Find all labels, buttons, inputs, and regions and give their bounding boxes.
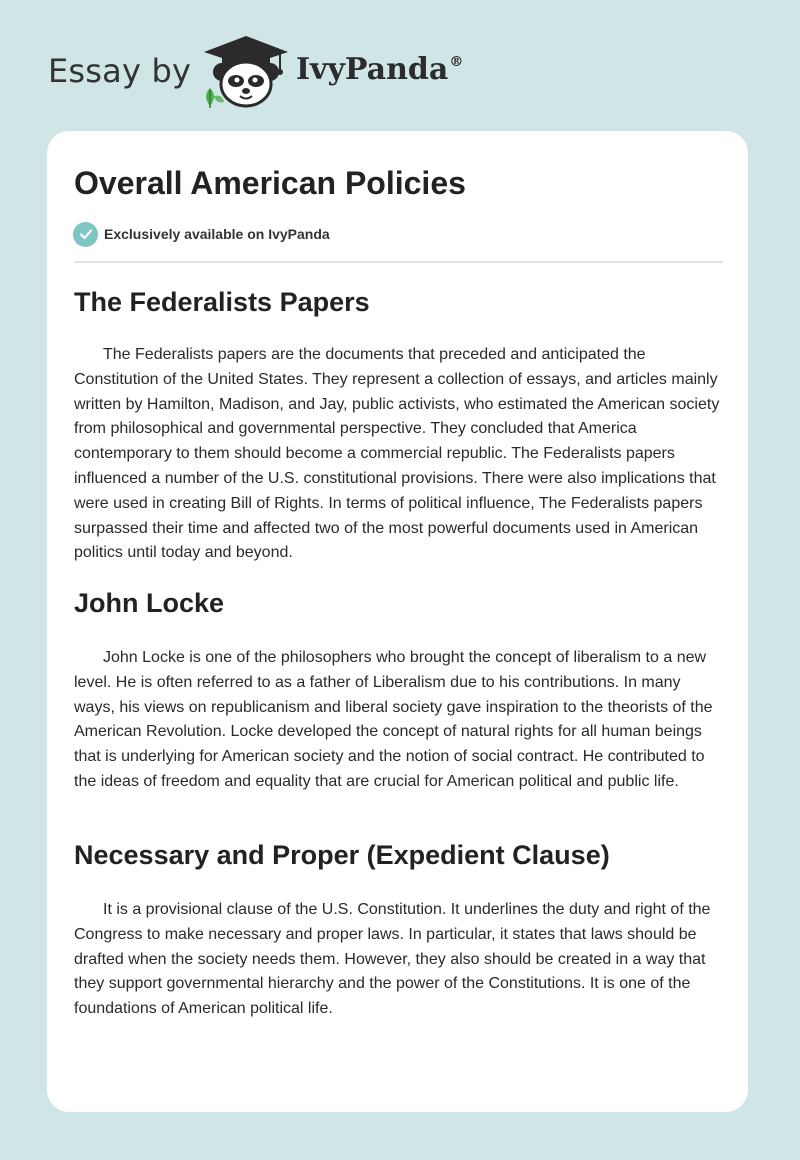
brand-prefix: Essay by	[48, 52, 192, 90]
site-header	[0, 0, 800, 130]
section-body: The Federalists papers are the documents that preceded and anticipated the Constitution of the United States. They represent a collection of essays, and articles mainly written by Hamilton, Madison, and Jay, public activists, who estimated the American society from philosophical and governmental perspective. They concluded that America contemporary to them should become a commercial republic. The Federalists papers influenced a number of the U.S. constitutional provisions. There were also implications that were used in creating Bill of Rights. In terms of political influence, The Federalists papers surpassed their time and affected two of the most powerful documents used in American politics until today and beyond.	[74, 346, 720, 562]
check-icon	[73, 222, 98, 247]
section-body: It is a provisional clause of the U.S. Constitution. It underlines the duty and right of the Congress to make necessary and proper laws. In particular, it states that laws should be drafted when the society needs them. However, they also should be created in a way that they support governmental hierarchy and the power of the Constitutions. It is one of the foundations of American political life.	[74, 901, 711, 1018]
panda-graduate-icon[interactable]	[200, 34, 292, 110]
page-title: Overall American Policies	[74, 165, 466, 201]
essay-card	[47, 131, 748, 1112]
badge-label: Exclusively available on IvyPanda	[104, 226, 330, 242]
brand-name-text: IvyPanda	[296, 52, 449, 87]
brand-name[interactable]	[296, 52, 463, 87]
section-heading: The Federalists Papers	[74, 287, 370, 317]
section-heading: Necessary and Proper (Expedient Clause)	[74, 840, 610, 870]
registered-mark: ®	[449, 54, 464, 70]
exclusive-badge	[73, 221, 330, 247]
section-body: John Locke is one of the philosophers who brought the concept of liberalism to a new level. He is often referred to as a father of Liberalism due to his contributions. In many ways, his views on republicanism and liberal society gave inspiration to the theorists of the American Revolution. Locke developed the concept of natural rights for all human beings that is underlying for American society and the notion of social contract. He contributed to the ideas of freedom and equality that are crucial for American political and public life.	[74, 649, 713, 790]
title-divider	[74, 261, 723, 263]
section-heading: John Locke	[74, 588, 225, 618]
